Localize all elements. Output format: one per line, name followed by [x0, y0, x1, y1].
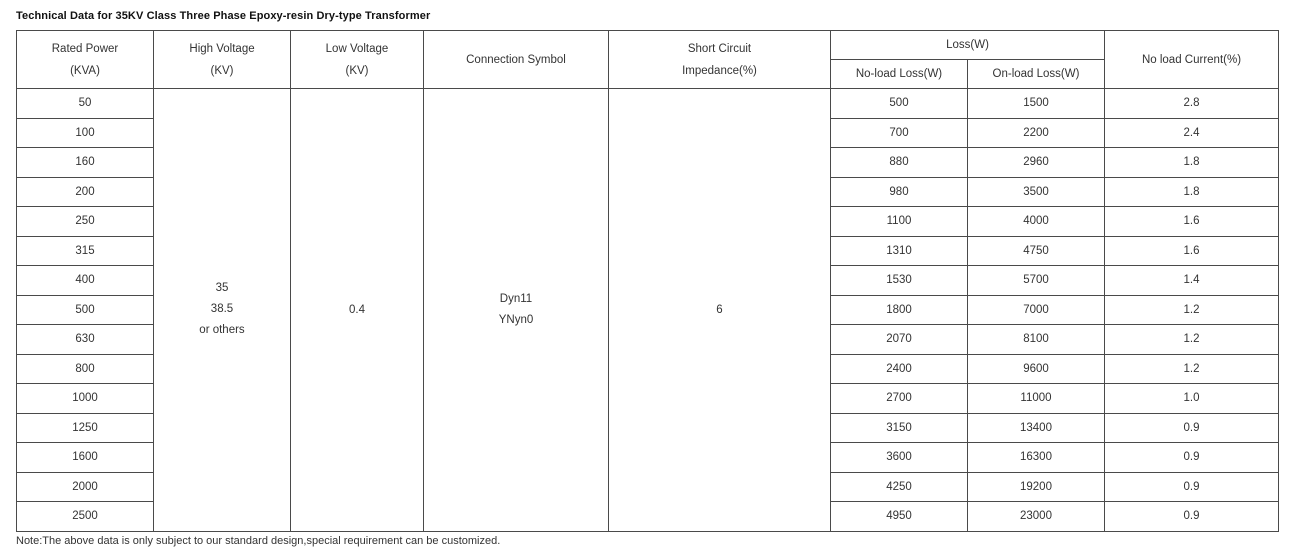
no-load-loss-cell: 2070 [831, 325, 968, 355]
on-load-loss-cell: 2200 [968, 118, 1105, 148]
high-voltage-value: 35 [215, 282, 229, 295]
rated-power-cell: 1600 [17, 443, 154, 473]
no-load-loss-cell: 3150 [831, 413, 968, 443]
impedance-cell: 6 [609, 89, 831, 532]
header-short-circuit-impedance [609, 31, 831, 89]
rated-power-cell: 50 [17, 89, 154, 119]
high-voltage-value: 38.5 [210, 303, 234, 316]
no-load-loss-cell: 4950 [831, 502, 968, 532]
rated-power-cell: 2500 [17, 502, 154, 532]
no-load-loss-cell: 2700 [831, 384, 968, 414]
high-voltage-value: or others [199, 324, 245, 337]
header-short-circuit-label: Short Circuit [687, 42, 752, 55]
header-impedance-unit: Impedance(%) [682, 64, 757, 77]
header-no-load-current: No load Current(%) [1105, 31, 1279, 89]
table-title: Technical Data for 35KV Class Three Phase Epoxy-resin Dry-type Transformer [16, 10, 431, 22]
header-rated-power-label: Rated Power [51, 42, 119, 55]
header-on-load-loss: On-load Loss(W) [968, 60, 1105, 89]
no-load-current-cell: 0.9 [1105, 413, 1279, 443]
on-load-loss-cell: 8100 [968, 325, 1105, 355]
table-row [17, 89, 1279, 119]
rated-power-cell: 100 [17, 118, 154, 148]
rated-power-cell: 500 [17, 295, 154, 325]
high-voltage-cell [154, 89, 291, 532]
on-load-loss-cell: 16300 [968, 443, 1105, 473]
no-load-loss-cell: 4250 [831, 472, 968, 502]
rated-power-cell: 1000 [17, 384, 154, 414]
no-load-current-cell: 0.9 [1105, 443, 1279, 473]
connection-symbol-value: Dyn11 [499, 292, 533, 305]
no-load-current-cell: 1.6 [1105, 207, 1279, 237]
no-load-current-cell: 1.0 [1105, 384, 1279, 414]
rated-power-cell: 2000 [17, 472, 154, 502]
header-no-load-loss: No-load Loss(W) [831, 60, 968, 89]
table-body [17, 89, 1279, 532]
no-load-current-cell: 1.8 [1105, 177, 1279, 207]
on-load-loss-cell: 3500 [968, 177, 1105, 207]
no-load-loss-cell: 2400 [831, 354, 968, 384]
footnote: Note:The above data is only subject to our standard design,special requirement can be customized. [16, 535, 501, 547]
on-load-loss-cell: 9600 [968, 354, 1105, 384]
rated-power-cell: 315 [17, 236, 154, 266]
header-high-voltage [154, 31, 291, 89]
header-low-voltage-unit: (KV) [345, 64, 369, 77]
rated-power-cell: 200 [17, 177, 154, 207]
low-voltage-cell: 0.4 [291, 89, 424, 532]
no-load-current-cell: 0.9 [1105, 502, 1279, 532]
no-load-current-cell: 0.9 [1105, 472, 1279, 502]
no-load-current-cell: 1.8 [1105, 148, 1279, 178]
header-low-voltage [291, 31, 424, 89]
on-load-loss-cell: 7000 [968, 295, 1105, 325]
no-load-loss-cell: 880 [831, 148, 968, 178]
no-load-current-cell: 1.4 [1105, 266, 1279, 296]
no-load-loss-cell: 1800 [831, 295, 968, 325]
no-load-loss-cell: 500 [831, 89, 968, 119]
rated-power-cell: 400 [17, 266, 154, 296]
header-high-voltage-label: High Voltage [189, 42, 255, 55]
on-load-loss-cell: 19200 [968, 472, 1105, 502]
on-load-loss-cell: 5700 [968, 266, 1105, 296]
no-load-loss-cell: 1310 [831, 236, 968, 266]
no-load-current-cell: 2.4 [1105, 118, 1279, 148]
on-load-loss-cell: 4000 [968, 207, 1105, 237]
on-load-loss-cell: 23000 [968, 502, 1105, 532]
rated-power-cell: 630 [17, 325, 154, 355]
technical-data-table [16, 30, 1279, 532]
header-rated-power [17, 31, 154, 89]
no-load-current-cell: 1.2 [1105, 295, 1279, 325]
rated-power-cell: 800 [17, 354, 154, 384]
no-load-current-cell: 1.2 [1105, 325, 1279, 355]
on-load-loss-cell: 11000 [968, 384, 1105, 414]
no-load-current-cell: 2.8 [1105, 89, 1279, 119]
rated-power-cell: 1250 [17, 413, 154, 443]
header-high-voltage-unit: (KV) [210, 64, 234, 77]
header-low-voltage-label: Low Voltage [325, 42, 389, 55]
header-rated-power-unit: (KVA) [70, 64, 100, 77]
header-connection-symbol: Connection Symbol [424, 31, 609, 89]
no-load-loss-cell: 1530 [831, 266, 968, 296]
rated-power-cell: 160 [17, 148, 154, 178]
no-load-loss-cell: 1100 [831, 207, 968, 237]
no-load-loss-cell: 980 [831, 177, 968, 207]
on-load-loss-cell: 13400 [968, 413, 1105, 443]
on-load-loss-cell: 4750 [968, 236, 1105, 266]
connection-symbol-cell [424, 89, 609, 532]
on-load-loss-cell: 2960 [968, 148, 1105, 178]
header-loss: Loss(W) [831, 31, 1105, 60]
on-load-loss-cell: 1500 [968, 89, 1105, 119]
connection-symbol-value: YNyn0 [498, 313, 534, 326]
no-load-loss-cell: 3600 [831, 443, 968, 473]
no-load-current-cell: 1.6 [1105, 236, 1279, 266]
rated-power-cell: 250 [17, 207, 154, 237]
no-load-loss-cell: 700 [831, 118, 968, 148]
no-load-current-cell: 1.2 [1105, 354, 1279, 384]
